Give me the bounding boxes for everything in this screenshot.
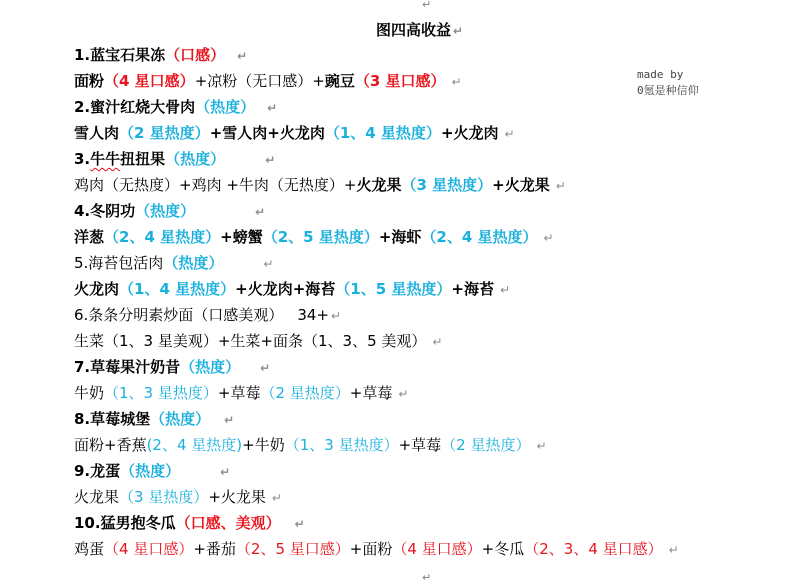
recipe-2-name: 2.蜜汁红烧大骨肉 xyxy=(74,98,196,116)
watermark-line-2: 0氪是种信仰 xyxy=(637,84,699,97)
ingredient-segment: （4 星口感） xyxy=(392,540,482,558)
ingredient-segment: +冬瓜 xyxy=(481,540,525,558)
paragraph-mark: ↵ xyxy=(294,517,305,531)
recipe-2-heading xyxy=(74,94,277,120)
ingredient-segment: +草莓 xyxy=(217,384,261,402)
recipe-2-attribute: （热度） xyxy=(195,98,256,116)
paragraph-mark: ↵ xyxy=(668,543,679,557)
ingredient-segment: （2 星热度） xyxy=(119,124,210,142)
recipe-3-attribute: （热度） xyxy=(165,150,226,168)
ingredient-segment: +海苔 xyxy=(451,280,494,298)
ingredient-segment: (2、4 星热度) xyxy=(146,436,243,454)
watermark-line-1: made by xyxy=(637,68,684,81)
recipe-7-heading xyxy=(74,354,270,380)
ingredient-segment: +螃蟹 xyxy=(220,228,263,246)
paragraph-mark: ↵ xyxy=(267,101,278,115)
ingredient-segment: +火龙肉 xyxy=(440,124,499,142)
recipe-2-ingredients xyxy=(74,120,515,146)
recipe-10-ingredients xyxy=(74,536,679,562)
recipe-1-ingredients xyxy=(74,68,462,94)
ingredient-segment: （1、5 星热度） xyxy=(335,280,452,298)
page-title xyxy=(376,18,463,43)
ingredient-segment: +凉粉（无口感）+ xyxy=(194,72,325,90)
ingredient-segment: +火龙肉+海苔 xyxy=(235,280,336,298)
recipe-4-ingredients xyxy=(74,224,554,250)
recipe-5-name: 5.海苔包活肉 xyxy=(74,254,164,272)
recipe-4-name: 4.冬阴功 xyxy=(74,202,136,220)
recipe-9-attribute: （热度） xyxy=(120,462,181,480)
ingredient-segment: +牛奶 xyxy=(242,436,285,454)
recipe-1-heading xyxy=(74,42,247,68)
recipe-9-heading xyxy=(74,458,230,484)
page-title-text: 图四高收益 xyxy=(376,21,452,39)
recipe-1-attribute: （口感） xyxy=(165,46,226,64)
recipe-3-name-part-1: 牛牛 xyxy=(90,150,121,168)
recipe-7-name: 7.草莓果汁奶昔 xyxy=(74,358,181,376)
ingredient-segment: +草莓 xyxy=(398,436,442,454)
ingredient-segment: （4 星口感） xyxy=(104,540,194,558)
ingredient-segment: （2、3、4 星口感） xyxy=(524,540,663,558)
paragraph-mark: ↵ xyxy=(432,335,443,349)
recipe-7-attribute: （热度） xyxy=(180,358,241,376)
paragraph-mark: ↵ xyxy=(543,231,554,245)
recipe-4-heading xyxy=(74,198,265,224)
paragraph-mark: ↵ xyxy=(265,153,276,167)
ingredient-segment: （4 星口感） xyxy=(104,72,195,90)
ingredient-segment: （1、3 星热度） xyxy=(104,384,218,402)
ingredient-segment: 火龙果 xyxy=(356,176,402,194)
return-mark-bottom: ↵ xyxy=(422,571,432,584)
ingredient-segment: 雪人肉 xyxy=(74,124,120,142)
ingredient-segment: +草莓 xyxy=(349,384,393,402)
recipe-4-attribute: （热度） xyxy=(135,202,196,220)
ingredient-segment: （1、3 星热度） xyxy=(284,436,399,454)
recipe-6-ingredients xyxy=(74,328,442,354)
recipe-8-attribute: （热度） xyxy=(150,410,211,428)
ingredient-segment: （2、4 星热度） xyxy=(421,228,538,246)
paragraph-mark: ↵ xyxy=(255,205,266,219)
ingredient-segment: （3 星热度） xyxy=(401,176,493,194)
paragraph-mark: ↵ xyxy=(398,387,409,401)
ingredient-segment: 火龙肉 xyxy=(74,280,120,298)
recipe-3-heading xyxy=(74,146,275,172)
ingredient-segment: +面粉 xyxy=(349,540,393,558)
ingredient-segment: （2、5 星热度） xyxy=(262,228,379,246)
recipe-7-ingredients xyxy=(74,380,408,406)
paragraph-mark: ↵ xyxy=(555,179,566,193)
ingredient-segment: （1、4 星热度） xyxy=(119,280,236,298)
paragraph-mark: ↵ xyxy=(451,75,462,89)
paragraph-mark: ↵ xyxy=(453,24,464,38)
ingredient-segment: 牛奶 xyxy=(74,384,105,402)
recipe-3-number: 3. xyxy=(74,150,91,168)
recipe-9-name: 9.龙蛋 xyxy=(74,462,121,480)
ingredient-segment: （2、5 星口感） xyxy=(235,540,350,558)
ingredient-segment: 鸡蛋 xyxy=(74,540,105,558)
ingredient-segment: （3 星热度） xyxy=(119,488,209,506)
ingredient-segment: 火龙果 xyxy=(74,488,120,506)
ingredient-segment: 豌豆 xyxy=(324,72,355,90)
ingredient-segment: +火龙果 xyxy=(492,176,550,194)
ingredient-segment: 生菜（1、3 星美观）+生菜+面条（1、3、5 美观） xyxy=(74,332,427,350)
paragraph-mark: ↵ xyxy=(220,465,231,479)
ingredient-segment: （1、4 星热度） xyxy=(324,124,441,142)
ingredient-segment: +雪人肉+火龙肉 xyxy=(209,124,325,142)
recipe-9-ingredients xyxy=(74,484,282,510)
paragraph-mark: ↵ xyxy=(224,413,235,427)
paragraph-mark: ↵ xyxy=(330,309,342,323)
recipe-3-ingredients xyxy=(74,172,566,198)
ingredient-segment: （3 星口感） xyxy=(354,72,446,90)
ingredient-segment: （2 星热度） xyxy=(260,384,350,402)
paragraph-mark: ↵ xyxy=(504,127,515,141)
ingredient-segment: 洋葱 xyxy=(74,228,105,246)
paragraph-mark: ↵ xyxy=(499,283,511,297)
ingredient-segment: +火龙果 xyxy=(208,488,266,506)
ingredient-segment: （2、4 星热度） xyxy=(104,228,221,246)
ingredient-segment: （2 星热度） xyxy=(441,436,531,454)
recipe-5-attribute: （热度） xyxy=(163,254,224,272)
recipe-8-name: 8.草莓城堡 xyxy=(74,410,151,428)
paragraph-mark: ↵ xyxy=(237,49,248,63)
paragraph-mark: ↵ xyxy=(271,491,282,505)
recipe-1-name: 1.蓝宝石果冻 xyxy=(74,46,166,64)
ingredient-segment: 面粉 xyxy=(74,72,105,90)
recipe-10-heading xyxy=(74,510,305,536)
watermark xyxy=(637,67,699,99)
recipe-6-note: 34+ xyxy=(297,306,329,324)
recipe-10-name: 10.猛男抱冬瓜 xyxy=(74,514,176,532)
return-mark-top: ↵ xyxy=(422,0,432,11)
recipe-6-name: 6.条条分明素炒面（口感美观） xyxy=(74,306,284,324)
recipe-8-ingredients xyxy=(74,432,547,458)
paragraph-mark: ↵ xyxy=(263,257,274,271)
paragraph-mark: ↵ xyxy=(536,439,547,453)
recipe-5-ingredients xyxy=(74,276,510,302)
paragraph-mark: ↵ xyxy=(260,361,271,375)
recipe-3-name-part-2: 扭扭果 xyxy=(120,150,166,168)
ingredient-segment: +番茄 xyxy=(193,540,236,558)
ingredient-segment: 鸡肉（无热度）+鸡肉 +牛肉（无热度）+ xyxy=(74,176,357,194)
recipe-6-heading xyxy=(74,302,341,328)
recipe-5-heading xyxy=(74,250,273,276)
recipe-8-heading xyxy=(74,406,234,432)
ingredient-segment: 面粉+香蕉 xyxy=(74,436,147,454)
recipe-10-attribute: （口感、美观） xyxy=(175,514,281,532)
ingredient-segment: +海虾 xyxy=(378,228,422,246)
